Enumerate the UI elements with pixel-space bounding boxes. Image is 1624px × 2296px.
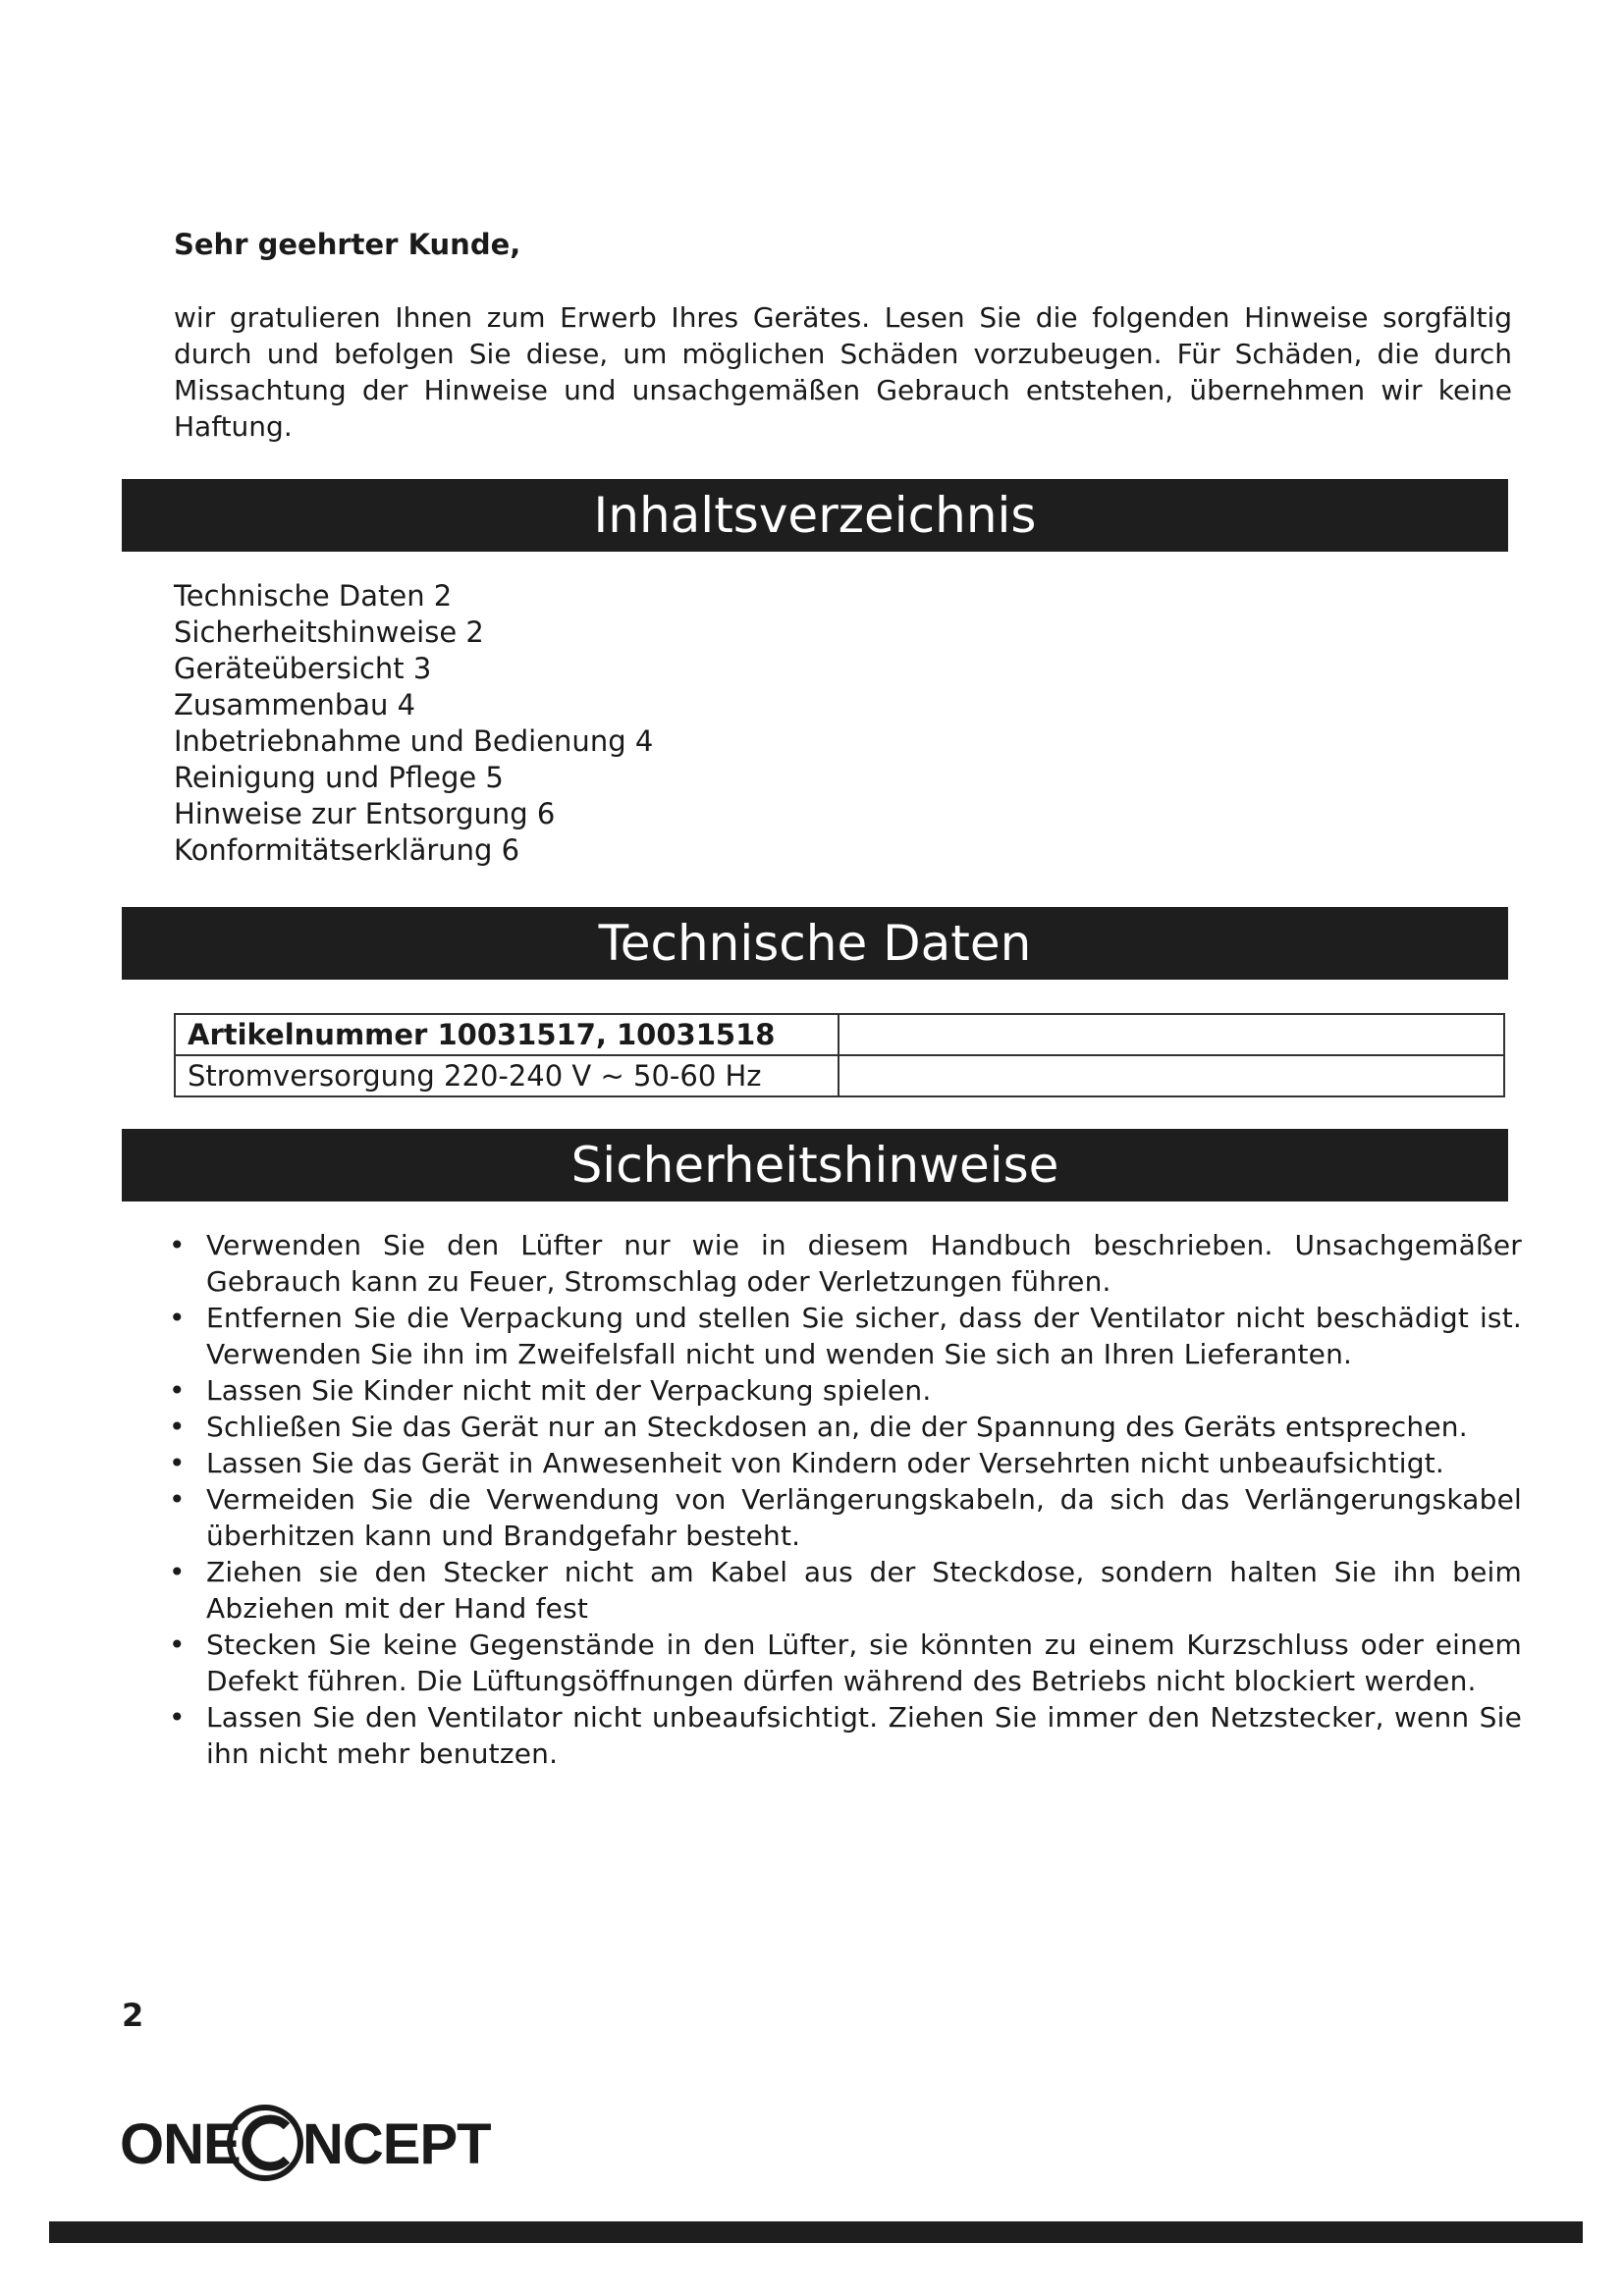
safety-text: Stecken Sie keine Gegenstände in den Lüfter, sie könnten zu einem Kurzschluss oder einem Defekt führen. Die Lüftungsöffnungen dürfen während des Betriebs nicht blockiert werden. — [206, 1629, 1522, 1697]
table-row — [175, 1014, 1504, 1055]
bullet-icon: • — [169, 1302, 186, 1334]
list-item — [167, 1699, 1522, 1772]
safety-text: Lassen Sie Kinder nicht mit der Verpackung spielen. — [206, 1374, 932, 1407]
list-item — [167, 1554, 1522, 1627]
table-row — [175, 1055, 1504, 1096]
toc-heading: Inhaltsverzeichnis — [122, 479, 1508, 552]
safety-text: Lassen Sie das Gerät in Anwesenheit von Kindern oder Versehrten nicht unbeaufsichtigt. — [206, 1447, 1445, 1479]
toc-item: Hinweise zur Entsorgung 6 — [174, 797, 556, 830]
toc-item: Reinigung und Pflege 5 — [174, 761, 504, 794]
bullet-icon: • — [169, 1556, 186, 1588]
safety-text: Ziehen sie den Stecker nicht am Kabel aus der Steckdose, sondern halten Sie ihn beim Abziehen mit der Hand fest — [206, 1556, 1522, 1625]
safety-list — [167, 1227, 1522, 1772]
table-of-contents — [174, 578, 653, 869]
list-item — [167, 1409, 1522, 1445]
spec-article-number: Artikelnummer 10031517, 10031518 — [175, 1014, 839, 1055]
svg-text:ONE: ONE — [120, 2112, 241, 2176]
safety-text: Vermeiden Sie die Verwendung von Verlängerungskabeln, da sich das Verlängerungskabel überhitzen kann und Brandgefahr besteht. — [206, 1483, 1522, 1552]
toc-item: Sicherheitshinweise 2 — [174, 615, 484, 649]
spec-table — [174, 1013, 1505, 1097]
toc-item: Technische Daten 2 — [174, 579, 453, 613]
list-item — [167, 1445, 1522, 1481]
bullet-icon: • — [169, 1411, 186, 1443]
list-item — [167, 1372, 1522, 1409]
toc-item: Konformitätserklärung 6 — [174, 833, 520, 867]
spec-cell — [839, 1055, 1504, 1096]
safety-text: Entfernen Sie die Verpackung und stellen Sie sicher, dass der Ventilator nicht beschädigt ist. Verwenden Sie ihn im Zweifelsfall nicht und wenden Sie sich an Ihren Lieferanten. — [206, 1302, 1522, 1370]
list-item — [167, 1481, 1522, 1554]
bullet-icon: • — [169, 1629, 186, 1661]
spec-cell — [839, 1014, 1504, 1055]
toc-item: Zusammenbau 4 — [174, 688, 416, 721]
safety-text: Schließen Sie das Gerät nur an Steckdosen an, die der Spannung des Geräts entsprechen. — [206, 1411, 1468, 1443]
tech-data-heading: Technische Daten — [122, 907, 1508, 980]
bullet-icon: • — [169, 1374, 186, 1407]
bullet-icon: • — [169, 1229, 186, 1261]
spec-power-supply: Stromversorgung 220-240 V ~ 50-60 Hz — [175, 1055, 839, 1096]
safety-heading: Sicherheitshinweise — [122, 1129, 1508, 1201]
greeting: Sehr geehrter Kunde, — [174, 228, 521, 261]
page-number: 2 — [122, 1997, 144, 2034]
safety-text: Lassen Sie den Ventilator nicht unbeaufsichtigt. Ziehen Sie immer den Netzstecker, wenn Sie ihn nicht mehr benutzen. — [206, 1701, 1522, 1770]
list-item — [167, 1227, 1522, 1300]
toc-item: Geräteübersicht 3 — [174, 652, 432, 685]
bullet-icon: • — [169, 1483, 186, 1516]
list-item — [167, 1300, 1522, 1372]
bullet-icon: • — [169, 1701, 186, 1734]
intro-paragraph: wir gratulieren Ihnen zum Erwerb Ihres Gerätes. Lesen Sie die folgenden Hinweise sorgfältig durch und befolgen Sie diese, um möglichen Schäden vorzubeugen. Für Schäden, die durch Missachtung der Hinweise und unsachgemäßen Gebrauch entstehen, übernehmen wir keine Haftung. — [174, 301, 1512, 443]
toc-item: Inbetriebnahme und Bedienung 4 — [174, 724, 654, 758]
safety-text: Verwenden Sie den Lüfter nur wie in diesem Handbuch beschrieben. Unsachgemäßer Gebrauch kann zu Feuer, Stromschlag oder Verletzungen führen. — [206, 1229, 1522, 1298]
footer-bar — [49, 2221, 1583, 2243]
oneconcept-logo-icon — [120, 2099, 503, 2187]
bullet-icon: • — [169, 1447, 186, 1479]
svg-text:NCEPT: NCEPT — [302, 2112, 491, 2176]
list-item — [167, 1627, 1522, 1699]
